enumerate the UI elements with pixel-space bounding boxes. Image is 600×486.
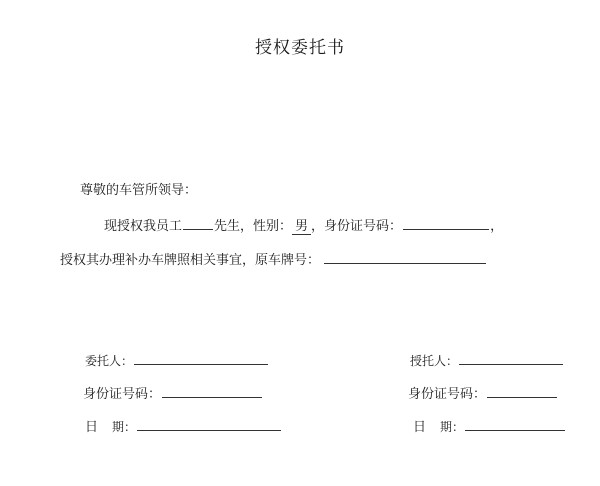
principal-date-char1: 日 [85, 420, 113, 435]
agent-id-row [408, 385, 558, 403]
agent-row [410, 352, 564, 369]
agent-id-blank [487, 385, 557, 398]
original-plate-blank [324, 251, 486, 264]
body-line-1 [104, 217, 503, 235]
principal-id-row [83, 385, 263, 403]
body-line-2 [60, 251, 487, 269]
principal-id-blank [162, 385, 262, 398]
principal-row [85, 352, 269, 369]
line2-prefix: 授权其办理补办车牌照相关事宜，原车牌号： [60, 253, 321, 268]
line1-prefix: 现授权我员工 [104, 219, 183, 234]
agent-date-char1: 日 [413, 420, 441, 435]
employee-id-blank [403, 217, 489, 230]
line1-after-name: 先生，性别： [214, 219, 293, 234]
salutation: 尊敬的车管所领导： [80, 183, 198, 198]
principal-date-blank [137, 418, 281, 431]
document-title: 授权委托书 [255, 38, 345, 58]
line1-end: ， [490, 219, 504, 234]
line1-after-gender: ，身份证号码： [311, 219, 403, 234]
agent-date-row [413, 418, 566, 436]
principal-date-row [85, 418, 282, 436]
gender-value: 男 [292, 220, 311, 235]
employee-name-blank [183, 217, 213, 230]
agent-date-char2: 期： [440, 420, 465, 434]
principal-blank [134, 352, 268, 365]
agent-blank [459, 352, 563, 365]
principal-date-char2: 期： [112, 420, 137, 434]
principal-label: 委托人： [85, 354, 134, 368]
principal-id-label: 身份证号码： [83, 387, 162, 402]
agent-date-blank [465, 418, 565, 431]
agent-label: 授托人： [410, 354, 459, 368]
agent-id-label: 身份证号码： [408, 387, 487, 402]
